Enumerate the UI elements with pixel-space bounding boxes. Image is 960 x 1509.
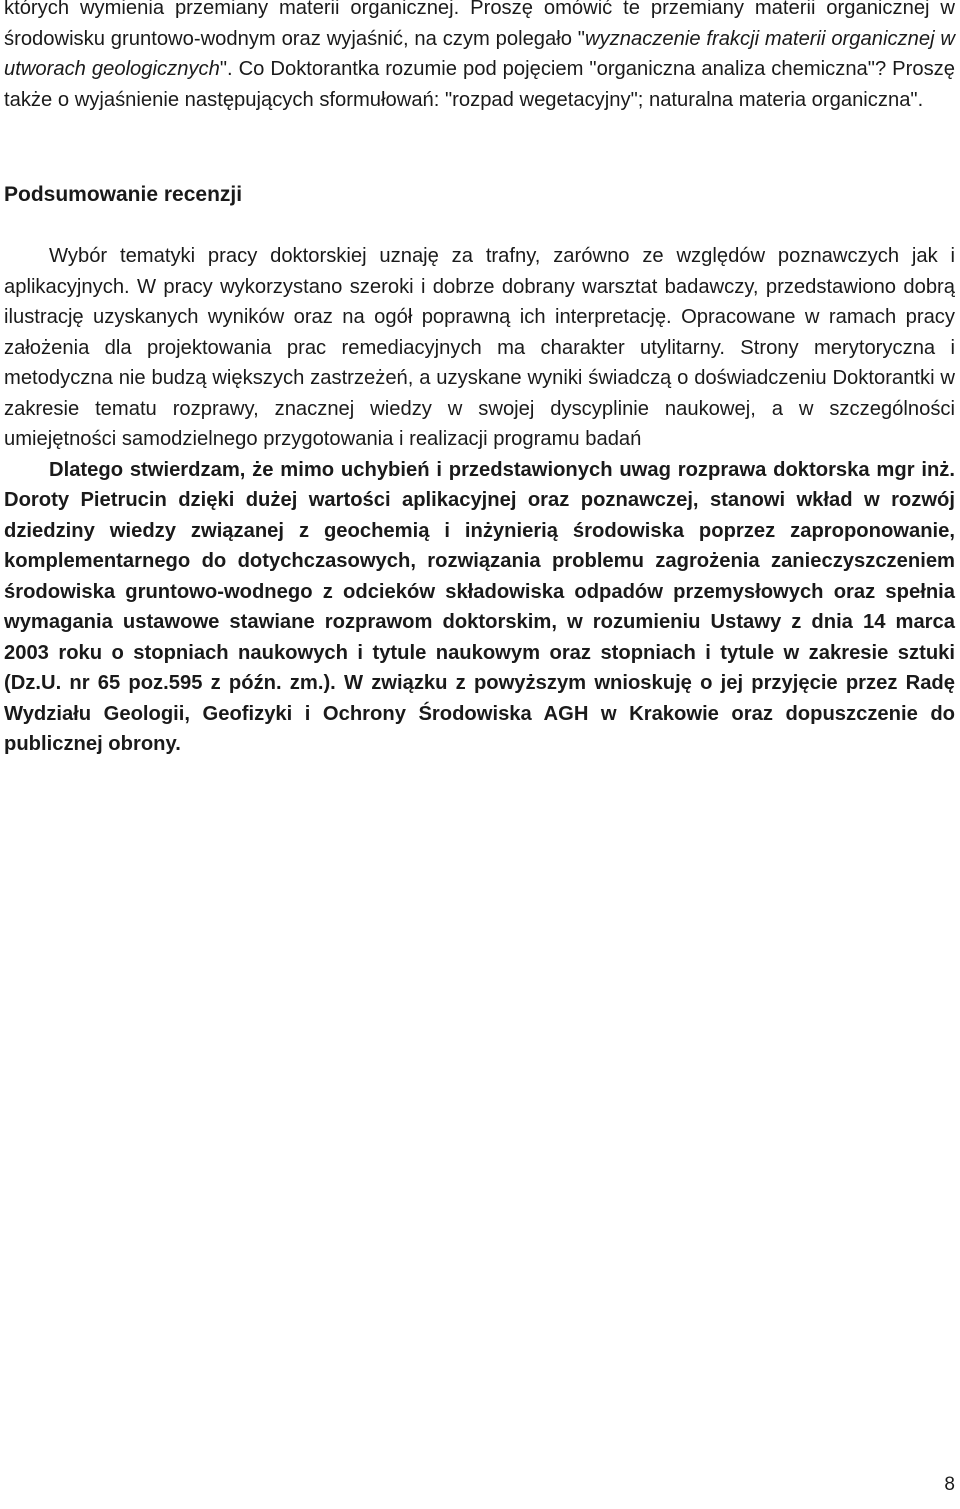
conclusion-text: Dlatego stwierdzam, że mimo uchybień i przedstawionych uwag rozprawa doktorska mgr inż. Doroty Pietrucin dzięki dużej wartości aplikacyjnej oraz poznawczej, stanowi wkład w rozwój dziedziny wiedzy związanej z geochemią i inżynierią środowiska poprzez zaproponowanie, komplementarnego do dotychczasowych, rozwiązania problemu zagrożenia zanieczyszczeniem środowiska gruntowo-wodnego z odcieków składowiska odpadów przemysłowych oraz spełnia wymagania ustawowe stawiane rozprawom doktorskim, w rozumieniu Ustawy z dnia 14 marca 2003 roku o stopniach naukowych i tytule naukowym oraz stopniach i tytule w zakresie sztuki (Dz.U. nr 65 poz.595 z późn. zm.). W związku z powyższym wnioskuję o jej przyjęcie przez Radę Wydziału Geologii, Geofizyki i Ochrony Środowiska AGH w Krakowie oraz dopuszczenie do publicznej obrony. xyxy=(4,458,955,755)
intro-paragraph xyxy=(4,0,955,115)
summary-heading: Podsumowanie recenzji xyxy=(4,183,243,206)
intro-text-part1: których wymienia przemiany materii organicznej. Proszę omówić te przemiany materii organicznej w środowisku gruntowo-wodnym oraz wyjaśnić, na czym polegało " xyxy=(4,0,955,50)
summary-text: Wybór tematyki pracy doktorskiej uznaję za trafny, zarówno ze względów poznawczych jak i aplikacyjnych. W pracy wykorzystano szeroki i dobrze dobrany warsztat badawczy, przedstawiono dobrą ilustrację uzyskanych wyników oraz na ogół poprawną ich interpretację. Opracowane w ramach pracy założenia dla projektowania prac remediacyjnych ma charakter utylitarny. Strony merytoryczna i metodyczna nie budzą większych zastrzeżeń, a uzyskane wyniki świadczą o doświadczeniu Doktorantki w zakresie tematu rozprawy, znacznej wiedzy w swojej dyscyplinie naukowej, a w szczególności umiejętności samodzielnego przygotowania i realizacji programu badań xyxy=(4,245,955,450)
intro-text-italic: wyznaczenie frakcji materii organicznej w utworach geologicznych xyxy=(4,27,955,80)
intro-text-part3: ". Co Doktorantka rozumie pod pojęciem "organiczna analiza chemiczna"? Proszę także o wyjaśnienie następujących sformułowań: "rozpad wegetacyjny"; naturalna materia organiczna". xyxy=(4,58,955,111)
summary-paragraph xyxy=(4,241,955,760)
page-number: 8 xyxy=(944,1474,955,1495)
